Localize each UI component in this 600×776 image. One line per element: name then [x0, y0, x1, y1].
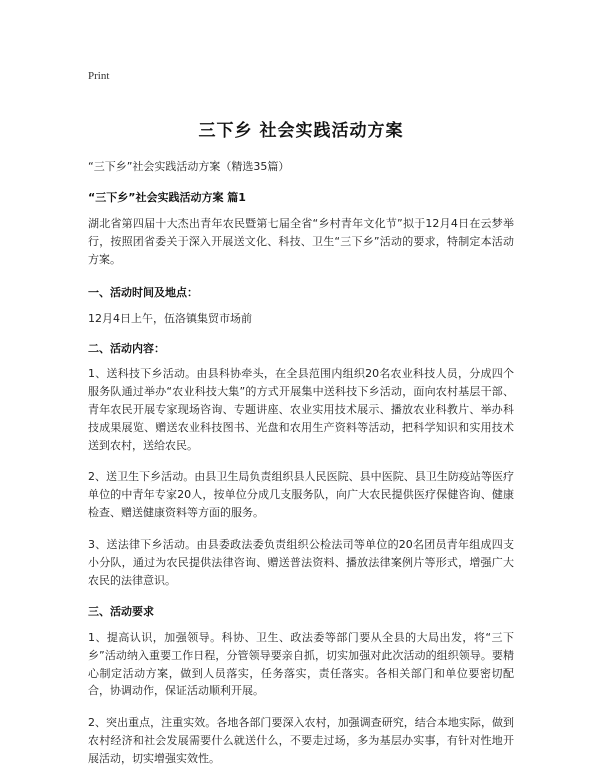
- document-title: 三下乡 社会实践活动方案: [198, 121, 404, 141]
- requirements-item-1: 1、提高认识，加强领导。科协、卫生、政法委等部门要从全县的大局出发，将“三下乡”活动纳入重要工作日程，分管领导要亲自抓，切实加强对此次活动的组织领导。要精心制定活动方案，做到人员落实，任务落实，责任落实。各相关部门和单位要密切配合，协调动作，保证活动顺利开展。: [88, 630, 514, 698]
- content-item-1: 1、送科技下乡活动。由县科协牵头，在全县范围内组织20名农业科技人员，分成四个服务队通过举办“农业科技大集”的方式开展集中送科技下乡活动，面向农村基层干部、青年农民开展专家现场咨询、专题讲座、农业实用技术展示、播放农业科教片、举办科技成果展览、赠送农业科技图书、光盘和农用生产资料等活动，把科学知识和实用技术送到农村，送给农民。: [88, 367, 514, 452]
- document-subtitle: “三下乡”社会实践活动方案（精选35篇）: [88, 159, 290, 173]
- content-item-3: 3、送法律下乡活动。由县委政法委负责组织公检法司等单位的20名团员青年组成四支小分队，通过为农民提供法律咨询、赠送普法资料、播放法律案例片等形式，增强广大农民的法律意识。: [88, 537, 514, 587]
- content-item-2: 2、送卫生下乡活动。由县卫生局负责组织县人民医院、县中医院、县卫生防疫站等医疗单位的中青年专家20人，按单位分成几支服务队，向广大农民提供医疗保健咨询、健康检查、赠送健康资料等方面的服务。: [88, 470, 514, 520]
- intro-paragraph: 湖北省第四届十大杰出青年农民暨第七届全省“乡村青年文化节”拟于12月4日在云梦举行，按照团省委关于深入开展送文化、科技、卫生“三下乡”活动的要求，特制定本活动方案。: [88, 216, 514, 266]
- requirements-heading: 三、活动要求: [88, 605, 154, 619]
- print-label[interactable]: Print: [88, 70, 110, 82]
- document-content: [88, 90, 514, 768]
- time-place-heading: 一、活动时间及地点：: [88, 286, 198, 300]
- time-place-paragraph: 12月4日上午，伍洛镇集贸市场前: [88, 312, 252, 326]
- content-heading: 二、活动内容：: [88, 341, 165, 355]
- requirements-item-2: 2、突出重点，注重实效。各地各部门要深入农村，加强调查研究，结合本地实际，做到农村经济和社会发展需要什么就送什么，不要走过场，多为基层办实事，有针对性地开展活动，切实增强实效性。: [88, 716, 514, 765]
- chapter-heading: “三下乡”社会实践活动方案 篇1: [88, 191, 246, 205]
